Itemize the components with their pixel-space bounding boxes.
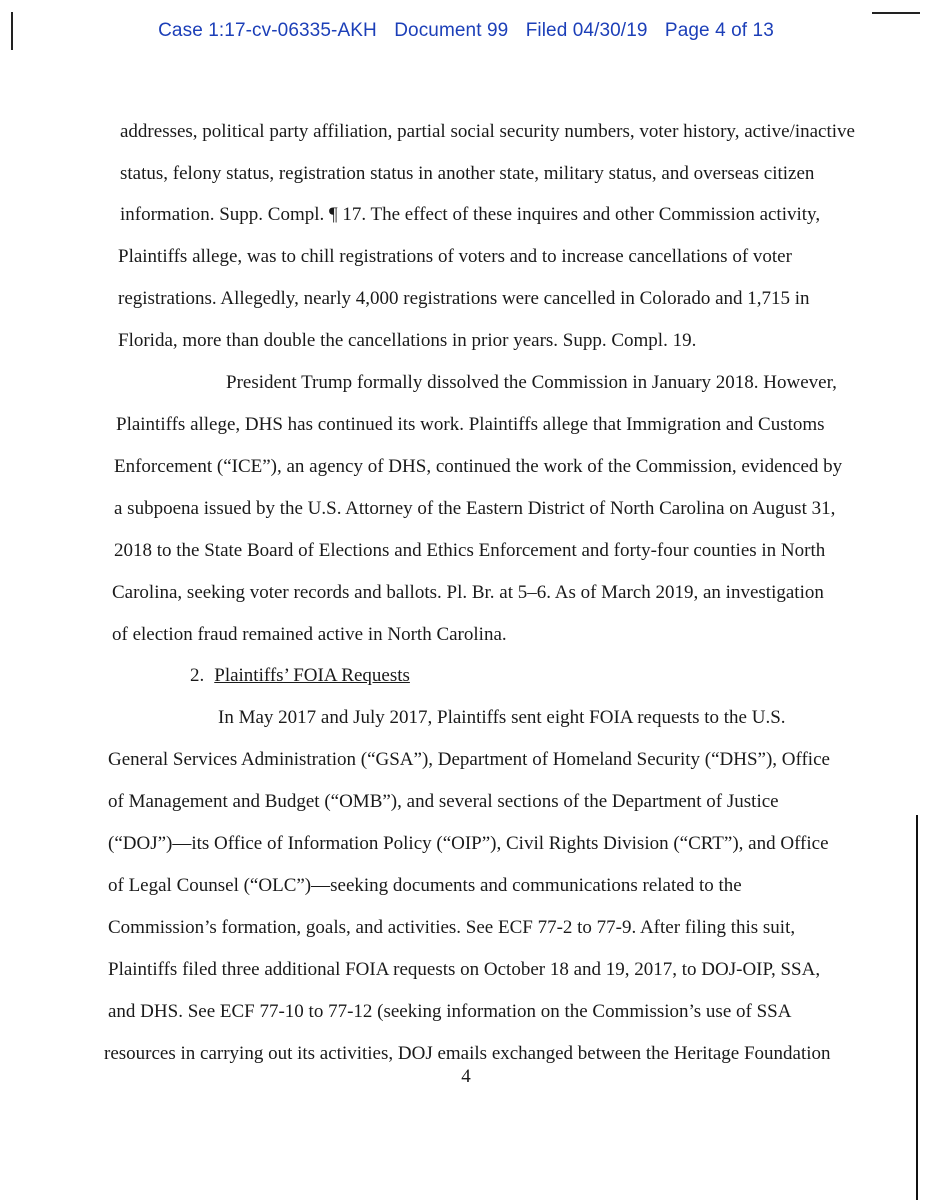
text-line: information. Supp. Compl. ¶ 17. The effect of these inquires and other Commission activity,	[120, 204, 821, 225]
text-line: Enforcement (“ICE”), an agency of DHS, continued the work of the Commission, evidenced by	[114, 456, 843, 477]
page-indicator: Page 4 of 13	[664, 20, 774, 41]
text-line: Carolina, seeking voter records and ballots. Pl. Br. at 5–6. As of March 2019, an investigation	[112, 582, 824, 603]
text-line: General Services Administration (“GSA”), Department of Homeland Security (“DHS”), Office	[108, 749, 830, 770]
scan-edge-mark-right	[916, 815, 918, 1200]
filed-date: Filed 04/30/19	[525, 20, 648, 41]
scan-edge-mark-top-right	[872, 12, 920, 14]
text-line: Commission’s formation, goals, and activities. See ECF 77-2 to 77-9. After filing this suit,	[108, 917, 796, 938]
text-line: registrations. Allegedly, nearly 4,000 registrations were cancelled in Colorado and 1,715 in	[118, 288, 810, 309]
text-line: Plaintiffs filed three additional FOIA requests on October 18 and 19, 2017, to DOJ-OIP, SSA,	[108, 959, 821, 980]
text-line: a subpoena issued by the U.S. Attorney of the Eastern District of North Carolina on August 31,	[114, 498, 836, 519]
text-line: Plaintiffs allege, DHS has continued its work. Plaintiffs allege that Immigration and Customs	[116, 414, 825, 435]
document-number: Document 99	[394, 20, 509, 41]
text-line: Florida, more than double the cancellations in prior years. Supp. Compl. 19.	[118, 330, 697, 351]
text-line: In May 2017 and July 2017, Plaintiffs sent eight FOIA requests to the U.S.	[218, 707, 786, 728]
text-line: of election fraud remained active in North Carolina.	[112, 624, 507, 645]
text-line: 2018 to the State Board of Elections and Ethics Enforcement and forty-four counties in North	[114, 540, 826, 561]
text-line: of Legal Counsel (“OLC”)—seeking documents and communications related to the	[108, 875, 742, 896]
text-line: status, felony status, registration status in another state, military status, and overseas citizen	[120, 163, 815, 184]
section-heading	[190, 666, 410, 686]
text-line: resources in carrying out its activities, DOJ emails exchanged between the Heritage Foundation	[104, 1043, 831, 1064]
text-line: (“DOJ”)—its Office of Information Policy (“OIP”), Civil Rights Division (“CRT”), and Office	[108, 833, 829, 854]
text-line: addresses, political party affiliation, partial social security numbers, voter history, active/inactive	[120, 121, 855, 142]
text-line: President Trump formally dissolved the Commission in January 2018. However,	[226, 372, 837, 393]
text-line: Plaintiffs allege, was to chill registrations of voters and to increase cancellations of voter	[118, 246, 792, 267]
text-line: of Management and Budget (“OMB”), and several sections of the Department of Justice	[108, 791, 779, 812]
case-number: Case 1:17-cv-06335-AKH	[158, 20, 377, 41]
section-title: Plaintiffs’ FOIA Requests	[214, 665, 410, 686]
ecf-header	[0, 20, 932, 42]
page-number: 4	[461, 1066, 471, 1087]
section-number: 2.	[190, 665, 205, 686]
text-line: and DHS. See ECF 77-10 to 77-12 (seeking information on the Commission’s use of SSA	[108, 1001, 792, 1022]
